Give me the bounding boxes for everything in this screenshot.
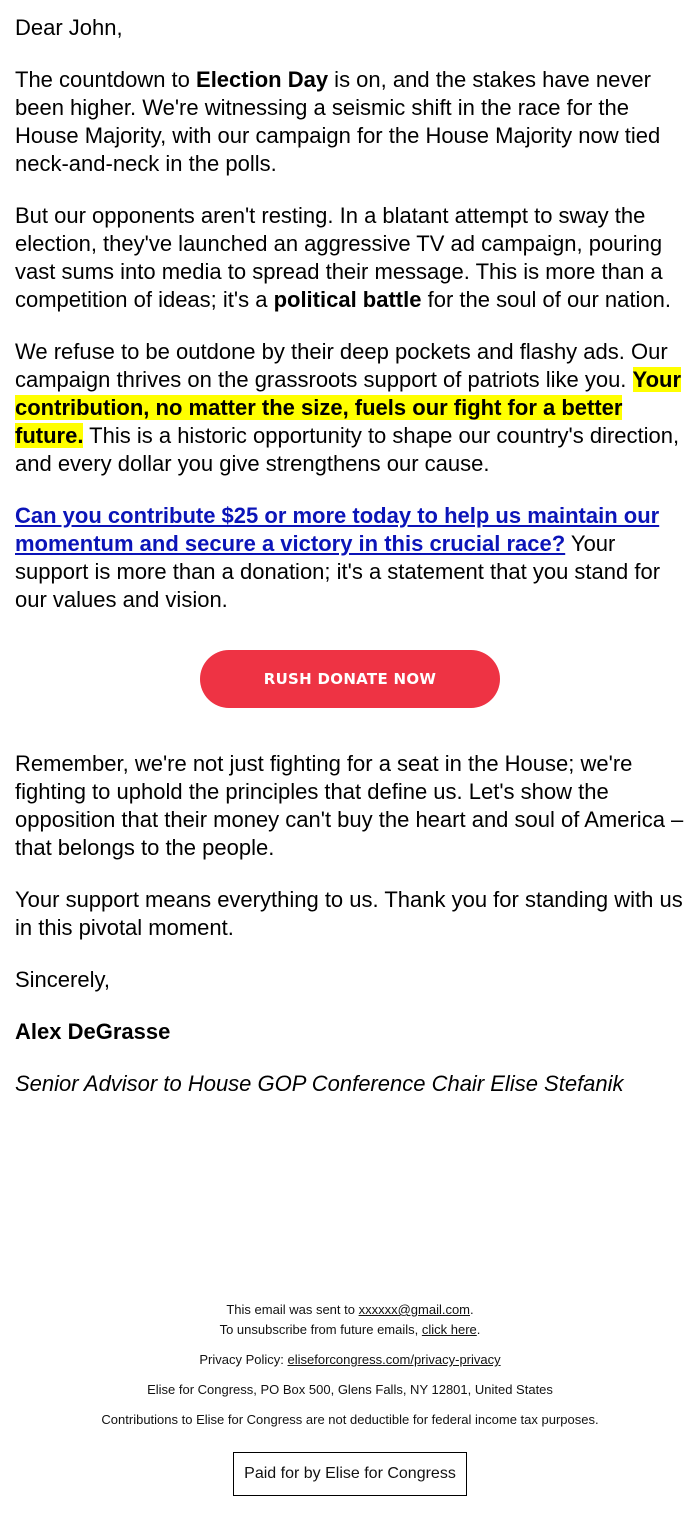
unsubscribe-link[interactable]: click here [421, 1322, 477, 1337]
footer-recipient-info: This email was sent to xxxxxx@gmail.com. To unsubscribe from future emails, click here. [219, 1302, 481, 1337]
highlighted-text: Your contribution, no matter the size, fuels our fight for a better future. [15, 367, 682, 448]
footer-address: Elise for Congress, PO Box 500, Glens Falls, NY 12801, United States [147, 1382, 553, 1397]
paragraph-remember: Remember, we're not just fighting for a seat in the House; we're fighting to uphold the principles that define us. Let's show the opposition that their money can't buy the heart and soul of America – that belongs to the people. [15, 751, 684, 860]
email-footer [0, 1300, 700, 1496]
donate-button[interactable]: RUSH DONATE NOW [200, 650, 500, 708]
paragraph-contribute: Can you contribute $25 or more today to help us maintain our momentum and secure a victory in this crucial race? Your support is more than a donation; it's a statement that you stand for our values and vision. [15, 503, 661, 612]
signature-name: Alex DeGrasse [15, 1019, 171, 1044]
emphasis-political-battle: political battle [273, 287, 422, 312]
donate-button-container [15, 650, 685, 708]
footer-privacy: Privacy Policy: eliseforcongress.com/privacy-privacy [199, 1352, 501, 1367]
paid-for-disclaimer: Paid for by Elise for Congress [233, 1452, 467, 1496]
paragraph-countdown: The countdown to Election Day is on, and the stakes have never been higher. We're witnessing a seismic shift in the race for the House Majority, with our campaign for the House Majority now tied neck-and-neck in the polls. [15, 67, 661, 176]
paragraph-opponents: But our opponents aren't resting. In a blatant attempt to sway the election, they've launched an aggressive TV ad campaign, pouring vast sums into media to spread their message. This is more than a competition of ideas; it's a political battle for the soul of our nation. [15, 203, 671, 312]
paragraph-grassroots: We refuse to be outdone by their deep pockets and flashy ads. Our campaign thrives on the grassroots support of patriots like you. Your contribution, no matter the size, fuels our fight for a better future. This is a historic opportunity to shape our country's direction, and every dollar you give strengthens our cause. [15, 339, 682, 476]
emphasis-election-day: Election Day [196, 67, 329, 92]
contribute-link[interactable]: Can you contribute $25 or more today to help us maintain our momentum and secure a victory in this crucial race? [15, 503, 660, 556]
signature-title: Senior Advisor to House GOP Conference Chair Elise Stefanik [15, 1071, 624, 1096]
privacy-policy-link[interactable]: eliseforcongress.com/privacy-privacy [287, 1352, 501, 1367]
greeting: Dear John, [15, 15, 123, 40]
closing: Sincerely, [15, 967, 110, 992]
paragraph-thanks: Your support means everything to us. Thank you for standing with us in this pivotal moment. [15, 887, 683, 940]
footer-tax-note: Contributions to Elise for Congress are not deductible for federal income tax purposes. [101, 1412, 599, 1427]
recipient-email-link[interactable]: xxxxxx@gmail.com [358, 1302, 471, 1317]
